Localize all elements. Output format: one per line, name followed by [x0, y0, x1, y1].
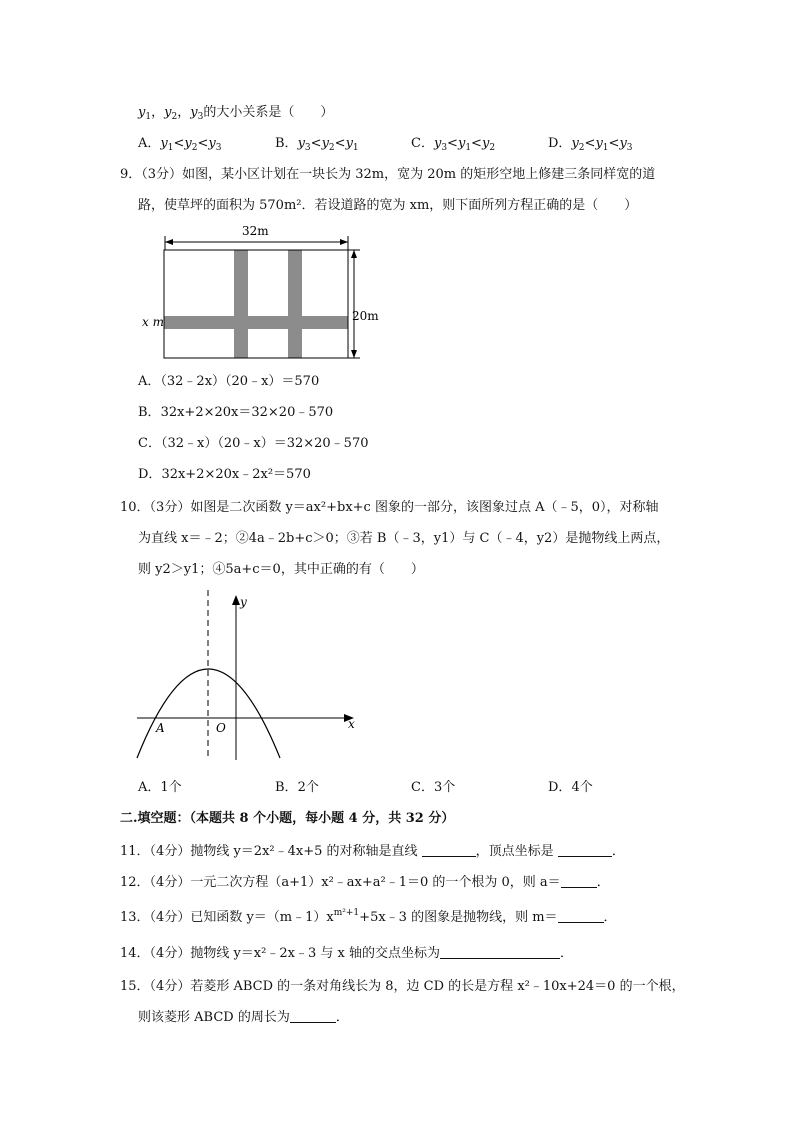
q9-option-c[interactable]: C．（32﹣x）（20﹣x）＝32×20﹣570	[138, 436, 369, 451]
q10-stem-line1: 10．（3分）如图是二次函数 y＝ax²+bx+c 图象的一部分，该图象过点 A（﹣5，0），对称轴	[120, 500, 659, 515]
q10-stem-line2: 为直线 x＝﹣2；②4a﹣2b+c＞0；③若 B（﹣3，y1）与 C（﹣4，y2）是抛物线上两点，	[138, 531, 670, 546]
q13-blank[interactable]	[558, 908, 604, 923]
section-title-fill-in: 二.填空题：（本题共 8 个小题，每小题 4 分，共 32 分）	[120, 811, 455, 826]
q15-line2: 则该菱形 ABCD 的周长为 ．	[138, 1010, 349, 1025]
q12: 12．（4分）一元二次方程（a+1）x²﹣ax+a²﹣1＝0 的一个根为 0，则 a＝ ．	[120, 875, 610, 890]
q12-blank[interactable]	[561, 873, 597, 888]
q11-blank-1[interactable]	[422, 842, 476, 857]
q9-option-b[interactable]: B．32x+2×20x＝32×20﹣570	[138, 405, 334, 420]
q11-blank-2[interactable]	[558, 842, 612, 857]
q8-prompt-tail: $y_1$，$y_2$，$y_3$的大小关系是（ ）	[138, 105, 334, 122]
q8-option-c[interactable]: C．$y_3<y_1<y_2$	[411, 136, 496, 153]
q10-stem-line3: 则 y2＞y1；④5a+c＝0，其中正确的有（ ）	[138, 562, 424, 577]
q14: 14．（4分）抛物线 y＝x²﹣2x﹣3 与 x 轴的交点坐标为 ．	[120, 946, 573, 961]
label-xm: x m	[142, 315, 164, 329]
point-a-label: A	[156, 721, 165, 735]
label-32m: 32m	[242, 224, 269, 238]
origin-label: O	[216, 721, 226, 735]
arrow-right	[340, 239, 348, 245]
q9-option-d[interactable]: D．32x+2×20x﹣2x²＝570	[138, 467, 311, 482]
q8-option-b[interactable]: B．$y_3<y_2<y_1$	[275, 136, 359, 153]
q9-rectangle-figure	[140, 222, 390, 367]
q10-option-a[interactable]: A．1个	[138, 780, 182, 795]
q9-stem-line1: 9．（3分）如图，某小区计划在一块长为 32m，宽为 20m 的矩形空地上修建三条同样宽的道	[120, 167, 656, 182]
q9-stem-line2: 路，使草坪的面积为 570m²．若设道路的宽为 xm，则下面所列方程正确的是（ ）	[138, 198, 638, 213]
x-axis-label: x	[348, 717, 355, 731]
road-vertical-2	[288, 250, 302, 358]
q10-option-c[interactable]: C．3个	[411, 780, 456, 795]
road-vertical-1	[234, 250, 248, 358]
q10-option-d[interactable]: D．4个	[548, 780, 593, 795]
q13: 13．（4分）已知函数 $y=(m﹣1)x^{m^2+1}+5x﹣3$ 的图象是抛物线，则 m＝ ．	[120, 908, 617, 925]
field-rectangle	[164, 250, 348, 358]
q8-option-a[interactable]: A．$y_1<y_2<y_3$	[138, 136, 222, 153]
road-horizontal	[164, 316, 348, 329]
q15-line1: 15．（4分）若菱形 ABCD 的一条对角线长为 8，边 CD 的长是方程 x²﹣10x+24＝0 的一个根，	[120, 979, 685, 994]
label-20m: 20m	[352, 309, 379, 323]
q11: 11．（4分）抛物线 y＝2x²﹣4x+5 的对称轴是直线 ，顶点坐标是 ．	[120, 844, 625, 859]
q15-blank[interactable]	[290, 1008, 336, 1023]
q9-option-a[interactable]: A．（32﹣2x）（20﹣x）＝570	[138, 374, 320, 389]
q10-option-b[interactable]: B．2个	[275, 780, 319, 795]
arrow-left	[165, 239, 173, 245]
q10-parabola-figure	[132, 590, 362, 765]
y-axis-label: y	[240, 595, 247, 609]
q14-blank[interactable]	[440, 944, 560, 959]
q8-option-d[interactable]: D．$y_2<y_1<y_3$	[548, 136, 633, 153]
